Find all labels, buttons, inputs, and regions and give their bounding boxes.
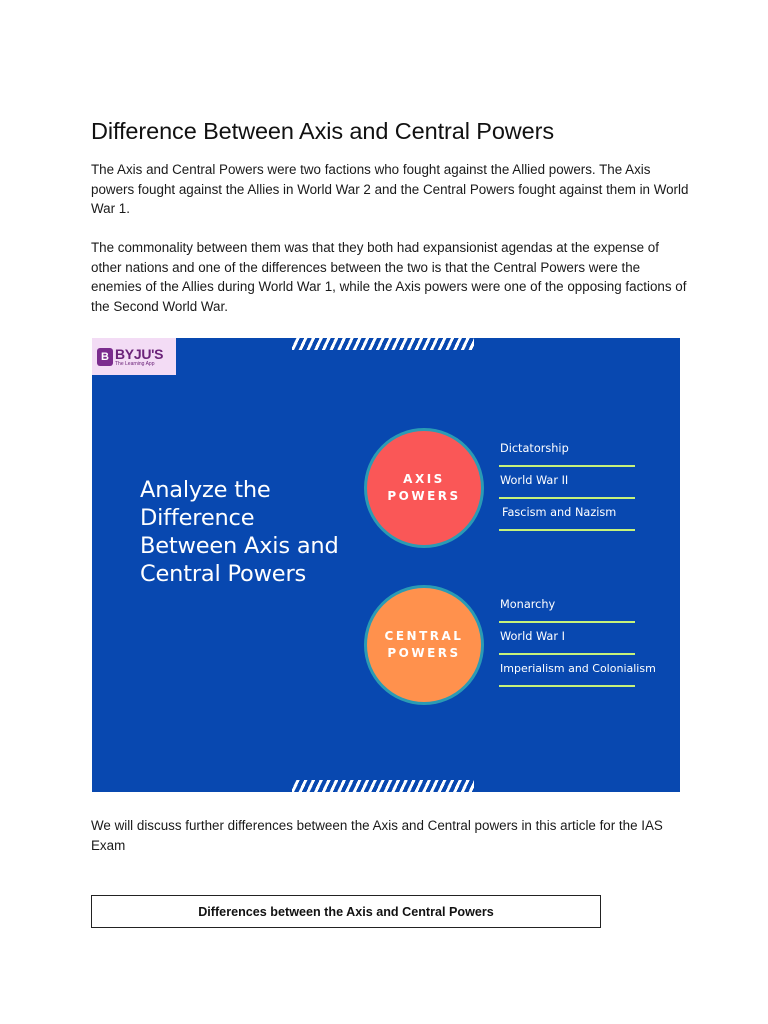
infographic — [92, 338, 680, 792]
axis-item-world-war-ii: World War II — [499, 469, 635, 499]
central-item-world-war-i: World War I — [499, 625, 635, 655]
byjus-logo-icon: B — [97, 348, 113, 366]
differences-table-header — [91, 895, 601, 928]
axis-powers-circle — [367, 431, 481, 545]
page-title: Difference Between Axis and Central Powers — [91, 118, 555, 144]
axis-item-dictatorship: Dictatorship — [499, 437, 635, 467]
logo-tagline: The Learning App — [115, 360, 155, 367]
axis-powers-label: AXIS POWERS — [387, 472, 461, 503]
differences-table-title: Differences between the Axis and Central Powers — [198, 904, 494, 919]
discussion-paragraph: We will discuss further differences between the Axis and Central powers in this article for the IAS Exam — [91, 818, 663, 853]
central-item-monarchy: Monarchy — [499, 593, 635, 623]
central-powers-circle — [367, 588, 481, 702]
top-hatch-decoration — [292, 338, 474, 350]
bottom-hatch-decoration — [292, 780, 474, 792]
commonality-paragraph: The commonality between them was that they both had expansionist agendas at the expense of other nations and one of the differences between the two is that the Central Powers were the enemies of the Allies during World War 1, while the Axis powers were one of the opposing factions of the Second World War. — [91, 240, 687, 314]
axis-item-fascism-nazism: Fascism and Nazism — [499, 501, 635, 531]
logo-name: BYJU'S — [115, 345, 164, 362]
intro-paragraph: The Axis and Central Powers were two factions who fought against the Allied powers. The Axis powers fought against the Allies in World War 2 and the Central Powers fought against them in World War 1. — [91, 162, 689, 216]
infographic-headline: Analyze the Difference Between Axis and Central Powers — [140, 477, 339, 587]
byjus-logo — [92, 338, 176, 375]
central-item-imperialism-colonialism: Imperialism and Colonialism — [499, 657, 635, 687]
central-powers-label: CENTRAL POWERS — [384, 629, 464, 660]
